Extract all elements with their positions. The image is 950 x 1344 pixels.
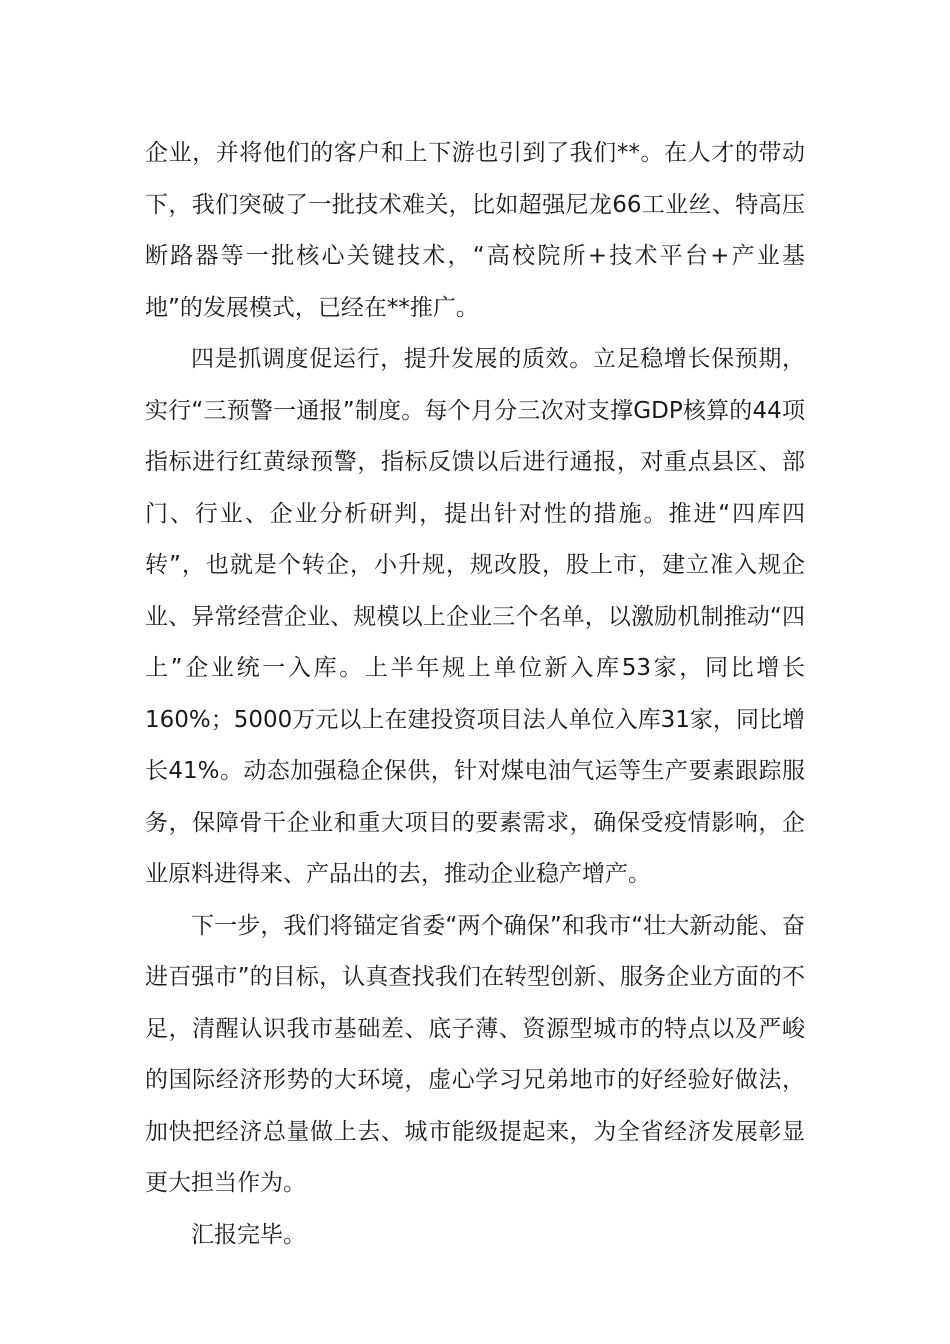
document-body <box>145 128 805 1261</box>
paragraph-continuation: 企业，并将他们的客户和上下游也引到了我们**。在人才的带动下，我们突破了一批技术难关，比如超强尼龙66工业丝、特高压断路器等一批核心关键技术，“高校院所+技术平台+产业基地”的发展模式，已经在**推广。 <box>145 140 805 321</box>
paragraph-point-four: 四是抓调度促运行，提升发展的质效。立足稳增长保预期，实行“三预警一通报”制度。每个月分三次对支撑GDP核算的44项指标进行红黄绿预警，指标反馈以后进行通报，对重点县区、部门、行业、企业分析研判，提出针对性的措施。推进“四库四转”，也就是个转企，小升规，规改股，股上市，建立准入规企业、异常经营企业、规模以上企业三个名单，以激励机制推动“四上”企业统一入库。上半年规上单位新入库53家，同比增长160%；5000万元以上在建投资项目法人单位入库31家，同比增长41%。动态加强稳企保供，针对煤电油气运等生产要素跟踪服务，保障骨干企业和重大项目的要素需求，确保受疫情影响，企业原料进得来、产品出的去，推动企业稳产增产。 <box>145 346 805 887</box>
paragraph-next-step: 下一步，我们将锚定省委“两个确保”和我市“壮大新动能、奋进百强市”的目标，认真查找我们在转型创新、服务企业方面的不足，清醒认识我市基础差、底子薄、资源型城市的特点以及严峻的国际经济形势的大环境，虚心学习兄弟地市的好经验好做法，加快把经济总量做上去、城市能级提起来，为全省经济发展彰显更大担当作为。 <box>145 912 805 1196</box>
paragraph-closing: 汇报完毕。 <box>191 1221 306 1248</box>
